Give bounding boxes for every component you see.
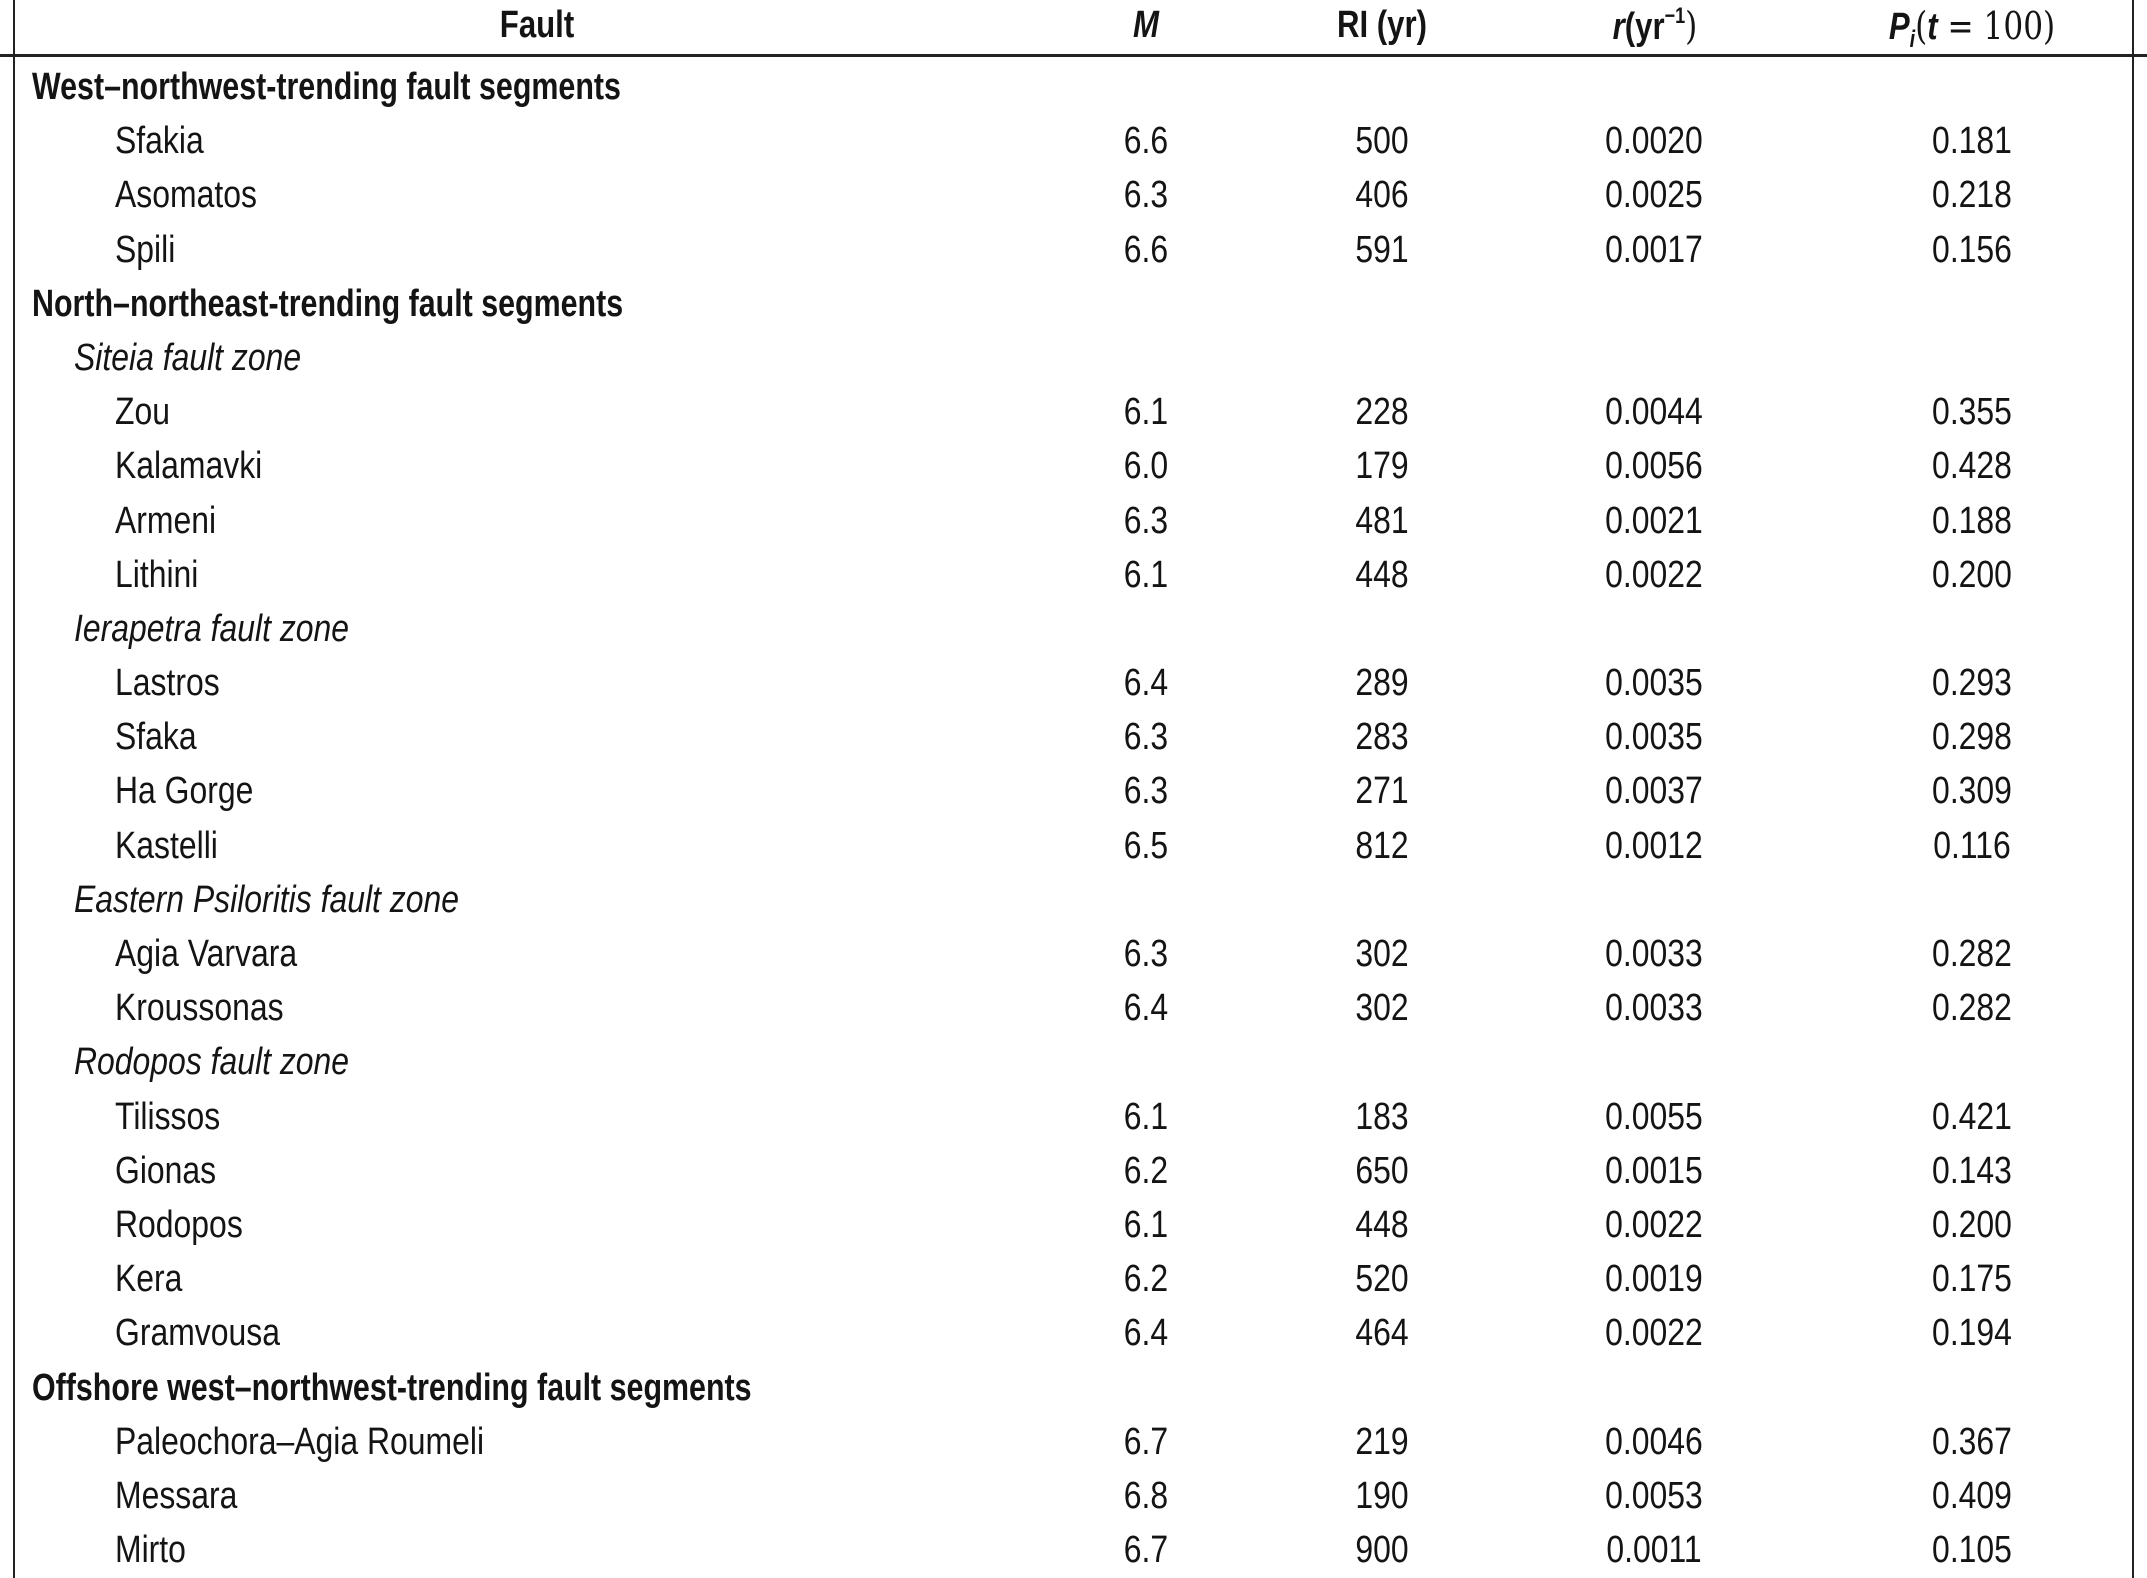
fault-name: Sfaka [115,716,197,759]
fault-name: Lastros [115,662,220,705]
magnitude-cell: 6.4 [1123,662,1169,705]
table-row [0,168,2147,222]
probability-cell: 0.309 [1932,770,2012,813]
fault-name: Gramvousa [115,1312,280,1355]
rate-cell: 0.0021 [1605,499,1703,542]
fault-name: Paleochora–Agia Roumeli [115,1420,485,1463]
table-row [0,1090,2147,1144]
table-row [0,114,2147,168]
recurrence-interval-cell: 183 [1355,1095,1409,1138]
magnitude-cell: 6.3 [1123,770,1169,813]
magnitude-cell: 6.1 [1123,391,1169,434]
header-rate-unit: (yr [1624,6,1665,48]
fault-name: Spili [115,228,176,271]
zone-heading: Rodopos fault zone [74,1041,350,1084]
probability-cell: 0.200 [1932,1203,2012,1246]
recurrence-interval-cell: 228 [1355,391,1409,434]
rate-cell: 0.0033 [1605,987,1703,1030]
zone-heading: Eastern Psiloritis fault zone [74,878,459,921]
recurrence-interval-cell: 289 [1355,662,1409,705]
recurrence-interval-cell: 650 [1355,1149,1409,1192]
table-row [0,1198,2147,1252]
magnitude-cell: 6.6 [1123,228,1169,271]
header-rate-exponent: −1 [1664,3,1686,28]
recurrence-interval-cell: 500 [1355,120,1409,163]
table-row [0,1523,2147,1577]
header-rate-close: ) [1685,4,1698,48]
table-row [0,223,2147,277]
magnitude-cell: 6.2 [1123,1149,1169,1192]
magnitude-cell: 6.3 [1123,174,1169,217]
rate-cell: 0.0020 [1605,120,1703,163]
rate-cell: 0.0046 [1605,1420,1703,1463]
magnitude-cell: 6.4 [1123,987,1169,1030]
magnitude-cell: 6.7 [1123,1420,1169,1463]
fault-name: Kastelli [115,824,218,867]
magnitude-cell: 6.1 [1123,1095,1169,1138]
probability-cell: 0.293 [1932,662,2012,705]
table-body [0,60,2147,1577]
probability-cell: 0.188 [1932,499,2012,542]
magnitude-cell: 6.5 [1123,824,1169,867]
magnitude-cell: 6.1 [1123,553,1169,596]
rate-cell: 0.0022 [1605,553,1703,596]
recurrence-interval-cell: 302 [1355,987,1409,1030]
fault-name: Lithini [115,553,199,596]
recurrence-interval-cell: 520 [1355,1258,1409,1301]
table-row [0,656,2147,710]
group-heading: Offshore west–northwest-trending fault segments [32,1366,752,1409]
table-row [0,819,2147,873]
recurrence-interval-cell: 283 [1355,716,1409,759]
rate-cell: 0.0035 [1605,662,1703,705]
header-prob-value: = 100) [1937,4,2056,48]
table-row [0,385,2147,439]
table-row [0,1144,2147,1198]
recurrence-interval-cell: 271 [1355,770,1409,813]
fault-name: Rodopos [115,1203,243,1246]
rate-cell: 0.0055 [1605,1095,1703,1138]
magnitude-cell: 6.6 [1123,120,1169,163]
fault-name: Zou [115,391,171,434]
recurrence-interval-cell: 448 [1355,553,1409,596]
header-prob-subscript: i [1909,26,1916,53]
fault-name: Asomatos [115,174,257,217]
recurrence-interval-cell: 179 [1355,445,1409,488]
table-header [0,0,2147,57]
recurrence-interval-cell: 812 [1355,824,1409,867]
fault-name: Mirto [115,1529,186,1572]
rate-cell: 0.0033 [1605,933,1703,975]
recurrence-interval-cell: 219 [1355,1420,1409,1463]
magnitude-cell: 6.2 [1123,1258,1169,1301]
rate-cell: 0.0017 [1605,228,1703,271]
probability-cell: 0.355 [1932,391,2012,434]
fault-name: Armeni [115,499,217,542]
magnitude-cell: 6.3 [1123,499,1169,542]
probability-cell: 0.116 [1933,824,2011,867]
zone-heading-row [0,1035,2147,1089]
table-row [0,927,2147,981]
probability-cell: 0.156 [1932,228,2012,271]
fault-name: Kalamavki [115,445,263,488]
magnitude-cell: 6.8 [1123,1474,1169,1517]
table-row [0,1252,2147,1306]
header-prob-t: t [1927,6,1938,48]
recurrence-interval-cell: 302 [1355,933,1409,975]
probability-cell: 0.282 [1932,933,2012,975]
probability-cell: 0.409 [1932,1474,2012,1517]
magnitude-cell: 6.7 [1123,1529,1169,1572]
table-row [0,1469,2147,1523]
fault-name: Messara [115,1474,238,1517]
probability-cell: 0.181 [1932,120,2012,163]
table-row [0,981,2147,1035]
table-row [0,710,2147,764]
recurrence-interval-cell: 900 [1355,1529,1409,1572]
group-heading-row [0,277,2147,331]
table-row [0,764,2147,818]
zone-heading-row [0,331,2147,385]
rate-cell: 0.0035 [1605,716,1703,759]
magnitude-cell: 6.4 [1123,1312,1169,1355]
magnitude-cell: 6.3 [1123,933,1169,975]
rate-cell: 0.0025 [1605,174,1703,217]
fault-name: Kroussonas [115,987,284,1030]
zone-heading: Siteia fault zone [74,336,302,379]
header-recurrence-interval: RI (yr) [1336,4,1428,46]
probability-cell: 0.194 [1932,1312,2012,1355]
probability-cell: 0.298 [1932,716,2012,759]
header-rate-var: r [1612,6,1625,48]
probability-cell: 0.421 [1932,1095,2012,1138]
rate-cell: 0.0044 [1605,391,1703,434]
fault-name: Agia Varvara [115,933,298,975]
table-row [0,1306,2147,1360]
table-row [0,494,2147,548]
magnitude-cell: 6.3 [1123,716,1169,759]
probability-cell: 0.105 [1932,1529,2012,1572]
recurrence-interval-cell: 481 [1355,499,1409,542]
recurrence-interval-cell: 591 [1355,228,1409,271]
group-heading: West–northwest-trending fault segments [32,66,621,108]
fault-name: Kera [115,1258,183,1301]
group-heading: North–northeast-trending fault segments [32,282,624,325]
probability-cell: 0.200 [1932,553,2012,596]
fault-name: Ha Gorge [115,770,254,813]
header-fault: Fault [499,4,575,46]
rate-cell: 0.0019 [1605,1258,1703,1301]
fault-name: Gionas [115,1149,217,1192]
rate-cell: 0.0037 [1605,770,1703,813]
table-row [0,439,2147,493]
header-magnitude: M [1133,4,1159,46]
recurrence-interval-cell: 464 [1355,1312,1409,1355]
zone-heading: Ierapetra fault zone [74,607,350,650]
rate-cell: 0.0022 [1605,1312,1703,1355]
probability-cell: 0.367 [1932,1420,2012,1463]
rate-cell: 0.0056 [1605,445,1703,488]
table-row [0,1415,2147,1469]
rate-cell: 0.0012 [1605,824,1703,867]
group-heading-row [0,1361,2147,1415]
magnitude-cell: 6.0 [1123,445,1169,488]
header-prob-var: P [1888,6,1910,48]
fault-name: Sfakia [115,120,204,163]
rate-cell: 0.0053 [1605,1474,1703,1517]
table-row [0,548,2147,602]
fault-name: Tilissos [115,1095,221,1138]
recurrence-interval-cell: 190 [1355,1474,1409,1517]
recurrence-interval-cell: 448 [1355,1203,1409,1246]
probability-cell: 0.143 [1932,1149,2012,1192]
rate-cell: 0.0022 [1605,1203,1703,1246]
magnitude-cell: 6.1 [1123,1203,1169,1246]
header-probability [1865,4,2078,53]
zone-heading-row [0,873,2147,927]
header-rate [1565,4,1745,49]
recurrence-interval-cell: 406 [1355,174,1409,217]
probability-cell: 0.218 [1932,174,2012,217]
rate-cell: 0.0011 [1606,1529,1702,1572]
probability-cell: 0.428 [1932,445,2012,488]
probability-cell: 0.282 [1932,987,2012,1030]
probability-cell: 0.175 [1932,1258,2012,1301]
group-heading-row [0,60,2147,114]
rate-cell: 0.0015 [1605,1149,1703,1192]
header-prob-open: ( [1915,4,1928,48]
zone-heading-row [0,602,2147,656]
